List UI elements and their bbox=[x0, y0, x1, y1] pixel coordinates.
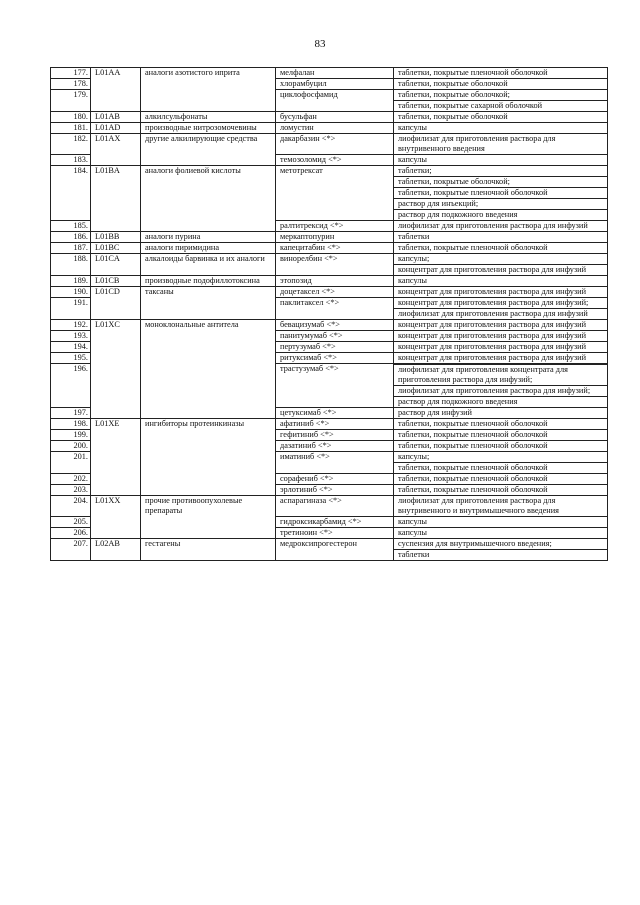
group-name-cell: аналоги фолиевой кислоты bbox=[141, 166, 276, 232]
row-number-cell: 194. bbox=[51, 342, 91, 353]
group-name-cell: производные нитрозомочевины bbox=[141, 123, 276, 134]
row-number-cell: 203. bbox=[51, 485, 91, 496]
dosage-form-cell: капсулы bbox=[394, 155, 608, 166]
dosage-form-cell: таблетки, покрытые пленочной оболочкой bbox=[394, 485, 608, 496]
table-row bbox=[51, 112, 608, 123]
row-number-cell: 202. bbox=[51, 474, 91, 485]
row-number-cell: 197. bbox=[51, 408, 91, 419]
row-number-cell: 187. bbox=[51, 243, 91, 254]
dosage-form-cell: таблетки, покрытые пленочной оболочкой bbox=[394, 188, 608, 199]
table-row bbox=[51, 254, 608, 265]
row-number-cell: 178. bbox=[51, 79, 91, 90]
table-row bbox=[51, 134, 608, 155]
row-number-cell: 196. bbox=[51, 364, 91, 408]
row-number-cell: 182. bbox=[51, 134, 91, 155]
row-number-cell: 180. bbox=[51, 112, 91, 123]
row-number-cell: 201. bbox=[51, 452, 91, 474]
drug-name-cell: иматиниб <*> bbox=[276, 452, 394, 474]
atc-code-cell: L01BB bbox=[91, 232, 141, 243]
row-number-cell: 190. bbox=[51, 287, 91, 298]
drug-name-cell: гефитиниб <*> bbox=[276, 430, 394, 441]
row-number-cell: 204. bbox=[51, 496, 91, 517]
drug-name-cell: паклитаксел <*> bbox=[276, 298, 394, 320]
group-name-cell: алкалоиды барвинка и их аналоги bbox=[141, 254, 276, 276]
dosage-form-cell: лиофилизат для приготовления раствора для внутривенного и внутримышечного введения bbox=[394, 496, 608, 517]
table-row bbox=[51, 68, 608, 79]
drug-name-cell: ралтитрексид <*> bbox=[276, 221, 394, 232]
dosage-form-cell: таблетки, покрытые пленочной оболочкой bbox=[394, 430, 608, 441]
dosage-form-cell: концентрат для приготовления раствора для инфузий bbox=[394, 342, 608, 353]
table-row bbox=[51, 496, 608, 517]
dosage-form-cell: раствор для инфузий bbox=[394, 408, 608, 419]
dosage-form-cell: таблетки, покрытые оболочкой bbox=[394, 112, 608, 123]
row-number-cell: 207. bbox=[51, 539, 91, 561]
drug-name-cell: мелфалан bbox=[276, 68, 394, 79]
dosage-form-cell: таблетки, покрытые пленочной оболочкой bbox=[394, 243, 608, 254]
drug-name-cell: хлорамбуцил bbox=[276, 79, 394, 90]
dosage-form-cell: капсулы bbox=[394, 276, 608, 287]
dosage-form-cell: таблетки, покрытые оболочкой; bbox=[394, 90, 608, 101]
row-number-cell: 198. bbox=[51, 419, 91, 430]
dosage-form-cell: концентрат для приготовления раствора для инфузий bbox=[394, 320, 608, 331]
dosage-form-cell: лиофилизат для приготовления концентрата для приготовления раствора для инфузий; bbox=[394, 365, 608, 386]
dosage-form-cell: лиофилизат для приготовления раствора для инфузий bbox=[394, 309, 608, 320]
row-number-cell: 185. bbox=[51, 221, 91, 232]
dosage-form-cell: таблетки; bbox=[394, 166, 608, 177]
dosage-form-cell: раствор для инъекций; bbox=[394, 199, 608, 210]
dosage-form-cell: таблетки, покрытые пленочной оболочкой bbox=[394, 474, 608, 485]
drug-name-cell: капецитабин <*> bbox=[276, 243, 394, 254]
atc-code-cell: L01XX bbox=[91, 496, 141, 539]
drug-name-cell: сорафениб <*> bbox=[276, 474, 394, 485]
drug-name-cell: этопозид bbox=[276, 276, 394, 287]
atc-code-cell: L01XC bbox=[91, 320, 141, 419]
dosage-form-cell: таблетки, покрытые пленочной оболочкой bbox=[394, 419, 608, 430]
group-name-cell: таксаны bbox=[141, 287, 276, 320]
group-name-cell: моноклональные антитела bbox=[141, 320, 276, 419]
group-name-cell: другие алкилирующие средства bbox=[141, 134, 276, 166]
atc-code-cell: L01AX bbox=[91, 134, 141, 166]
drug-name-cell: панитумумаб <*> bbox=[276, 331, 394, 342]
drug-name-cell: бевацизумаб <*> bbox=[276, 320, 394, 331]
atc-code-cell: L01AA bbox=[91, 68, 141, 112]
drug-table bbox=[50, 67, 608, 561]
dosage-form-cell: концентрат для приготовления раствора для инфузий bbox=[394, 265, 608, 276]
atc-code-cell: L01BC bbox=[91, 243, 141, 254]
group-name-cell: алкилсульфонаты bbox=[141, 112, 276, 123]
page-number: 83 bbox=[314, 38, 326, 50]
row-number-cell: 206. bbox=[51, 528, 91, 539]
dosage-form-cell: лиофилизат для приготовления раствора для инфузий; bbox=[394, 386, 608, 397]
dosage-form-cell: капсулы; bbox=[394, 452, 608, 463]
row-number-cell: 191. bbox=[51, 298, 91, 320]
drug-name-cell: циклофосфамид bbox=[276, 90, 394, 112]
dosage-form-cell: таблетки, покрытые сахарной оболочкой bbox=[394, 101, 608, 112]
row-number-cell: 186. bbox=[51, 232, 91, 243]
table-row bbox=[51, 419, 608, 430]
row-number-cell: 177. bbox=[51, 68, 91, 79]
dosage-form-cell: таблетки, покрытые оболочкой; bbox=[394, 177, 608, 188]
atc-code-cell: L02AB bbox=[91, 539, 141, 561]
drug-name-cell: трастузумаб <*> bbox=[276, 364, 394, 408]
atc-code-cell: L01CB bbox=[91, 276, 141, 287]
drug-name-cell: доцетаксел <*> bbox=[276, 287, 394, 298]
drug-name-cell: меркаптопурин bbox=[276, 232, 394, 243]
dosage-form-cell: концентрат для приготовления раствора для инфузий bbox=[394, 353, 608, 364]
table-row bbox=[51, 232, 608, 243]
dosage-form-cell: концентрат для приготовления раствора для инфузий; bbox=[394, 298, 608, 309]
atc-code-cell: L01AD bbox=[91, 123, 141, 134]
dosage-form-cell: лиофилизат для приготовления раствора для внутривенного введения bbox=[394, 134, 608, 155]
dosage-form-cell: лиофилизат для приготовления раствора для инфузий bbox=[394, 221, 608, 232]
drug-name-cell: цетуксимаб <*> bbox=[276, 408, 394, 419]
drug-name-cell: третиноин <*> bbox=[276, 528, 394, 539]
drug-name-cell: дакарбазин <*> bbox=[276, 134, 394, 155]
table-row bbox=[51, 123, 608, 134]
drug-name-cell: ломустин bbox=[276, 123, 394, 134]
drug-name-cell: пертузумаб <*> bbox=[276, 342, 394, 353]
drug-name-cell: эрлотиниб <*> bbox=[276, 485, 394, 496]
row-number-cell: 184. bbox=[51, 166, 91, 221]
row-number-cell: 179. bbox=[51, 90, 91, 112]
dosage-form-cell: раствор для подкожного введения bbox=[394, 210, 608, 221]
dosage-form-cell: таблетки, покрытые оболочкой bbox=[394, 79, 608, 90]
drug-name-cell: гидроксикарбамид <*> bbox=[276, 517, 394, 528]
row-number-cell: 189. bbox=[51, 276, 91, 287]
group-name-cell: прочие противоопухолевые препараты bbox=[141, 496, 276, 539]
row-number-cell: 192. bbox=[51, 320, 91, 331]
drug-name-cell: ритуксимаб <*> bbox=[276, 353, 394, 364]
table-row bbox=[51, 287, 608, 298]
dosage-form-cell: суспензия для внутримышечного введения; bbox=[394, 539, 608, 550]
atc-code-cell: L01CD bbox=[91, 287, 141, 320]
dosage-form-cell: таблетки, покрытые пленочной оболочкой bbox=[394, 68, 608, 79]
table-row bbox=[51, 276, 608, 287]
group-name-cell: ингибиторы протеинкиназы bbox=[141, 419, 276, 496]
drug-name-cell: дазатиниб <*> bbox=[276, 441, 394, 452]
table-row bbox=[51, 320, 608, 331]
group-name-cell: аналоги пурина bbox=[141, 232, 276, 243]
dosage-form-cell: капсулы bbox=[394, 517, 608, 528]
atc-code-cell: L01XE bbox=[91, 419, 141, 496]
atc-code-cell: L01CA bbox=[91, 254, 141, 276]
dosage-form-cell: концентрат для приготовления раствора для инфузий bbox=[394, 287, 608, 298]
drug-name-cell: медроксипрогестерон bbox=[276, 539, 394, 561]
group-name-cell: производные подофиллотоксина bbox=[141, 276, 276, 287]
dosage-form-cell: таблетки, покрытые пленочной оболочкой bbox=[394, 441, 608, 452]
drug-name-cell: афатиниб <*> bbox=[276, 419, 394, 430]
drug-table-body bbox=[51, 68, 608, 561]
drug-name-cell: аспарагиназа <*> bbox=[276, 496, 394, 517]
dosage-form-cell: раствор для подкожного введения bbox=[394, 397, 608, 408]
row-number-cell: 193. bbox=[51, 331, 91, 342]
group-name-cell: аналоги азотистого иприта bbox=[141, 68, 276, 112]
atc-code-cell: L01BA bbox=[91, 166, 141, 232]
row-number-cell: 200. bbox=[51, 441, 91, 452]
dosage-form-cell: таблетки bbox=[394, 232, 608, 243]
row-number-cell: 195. bbox=[51, 353, 91, 364]
table-row bbox=[51, 539, 608, 550]
row-number-cell: 188. bbox=[51, 254, 91, 276]
drug-name-cell: бусульфан bbox=[276, 112, 394, 123]
dosage-form-cell: концентрат для приготовления раствора для инфузий bbox=[394, 331, 608, 342]
dosage-form-cell: таблетки bbox=[394, 550, 608, 561]
row-number-cell: 205. bbox=[51, 517, 91, 528]
group-name-cell: гестагены bbox=[141, 539, 276, 561]
row-number-cell: 181. bbox=[51, 123, 91, 134]
group-name-cell: аналоги пиримидина bbox=[141, 243, 276, 254]
drug-name-cell: винорелбин <*> bbox=[276, 254, 394, 276]
dosage-form-cell: таблетки, покрытые пленочной оболочкой bbox=[394, 463, 608, 474]
drug-name-cell: метотрексат bbox=[276, 166, 394, 221]
table-row bbox=[51, 166, 608, 177]
atc-code-cell: L01AB bbox=[91, 112, 141, 123]
row-number-cell: 199. bbox=[51, 430, 91, 441]
table-row bbox=[51, 243, 608, 254]
row-number-cell: 183. bbox=[51, 155, 91, 166]
drug-name-cell: темозоломид <*> bbox=[276, 155, 394, 166]
dosage-form-cell: капсулы; bbox=[394, 254, 608, 265]
dosage-form-cell: капсулы bbox=[394, 528, 608, 539]
dosage-form-cell: капсулы bbox=[394, 123, 608, 134]
